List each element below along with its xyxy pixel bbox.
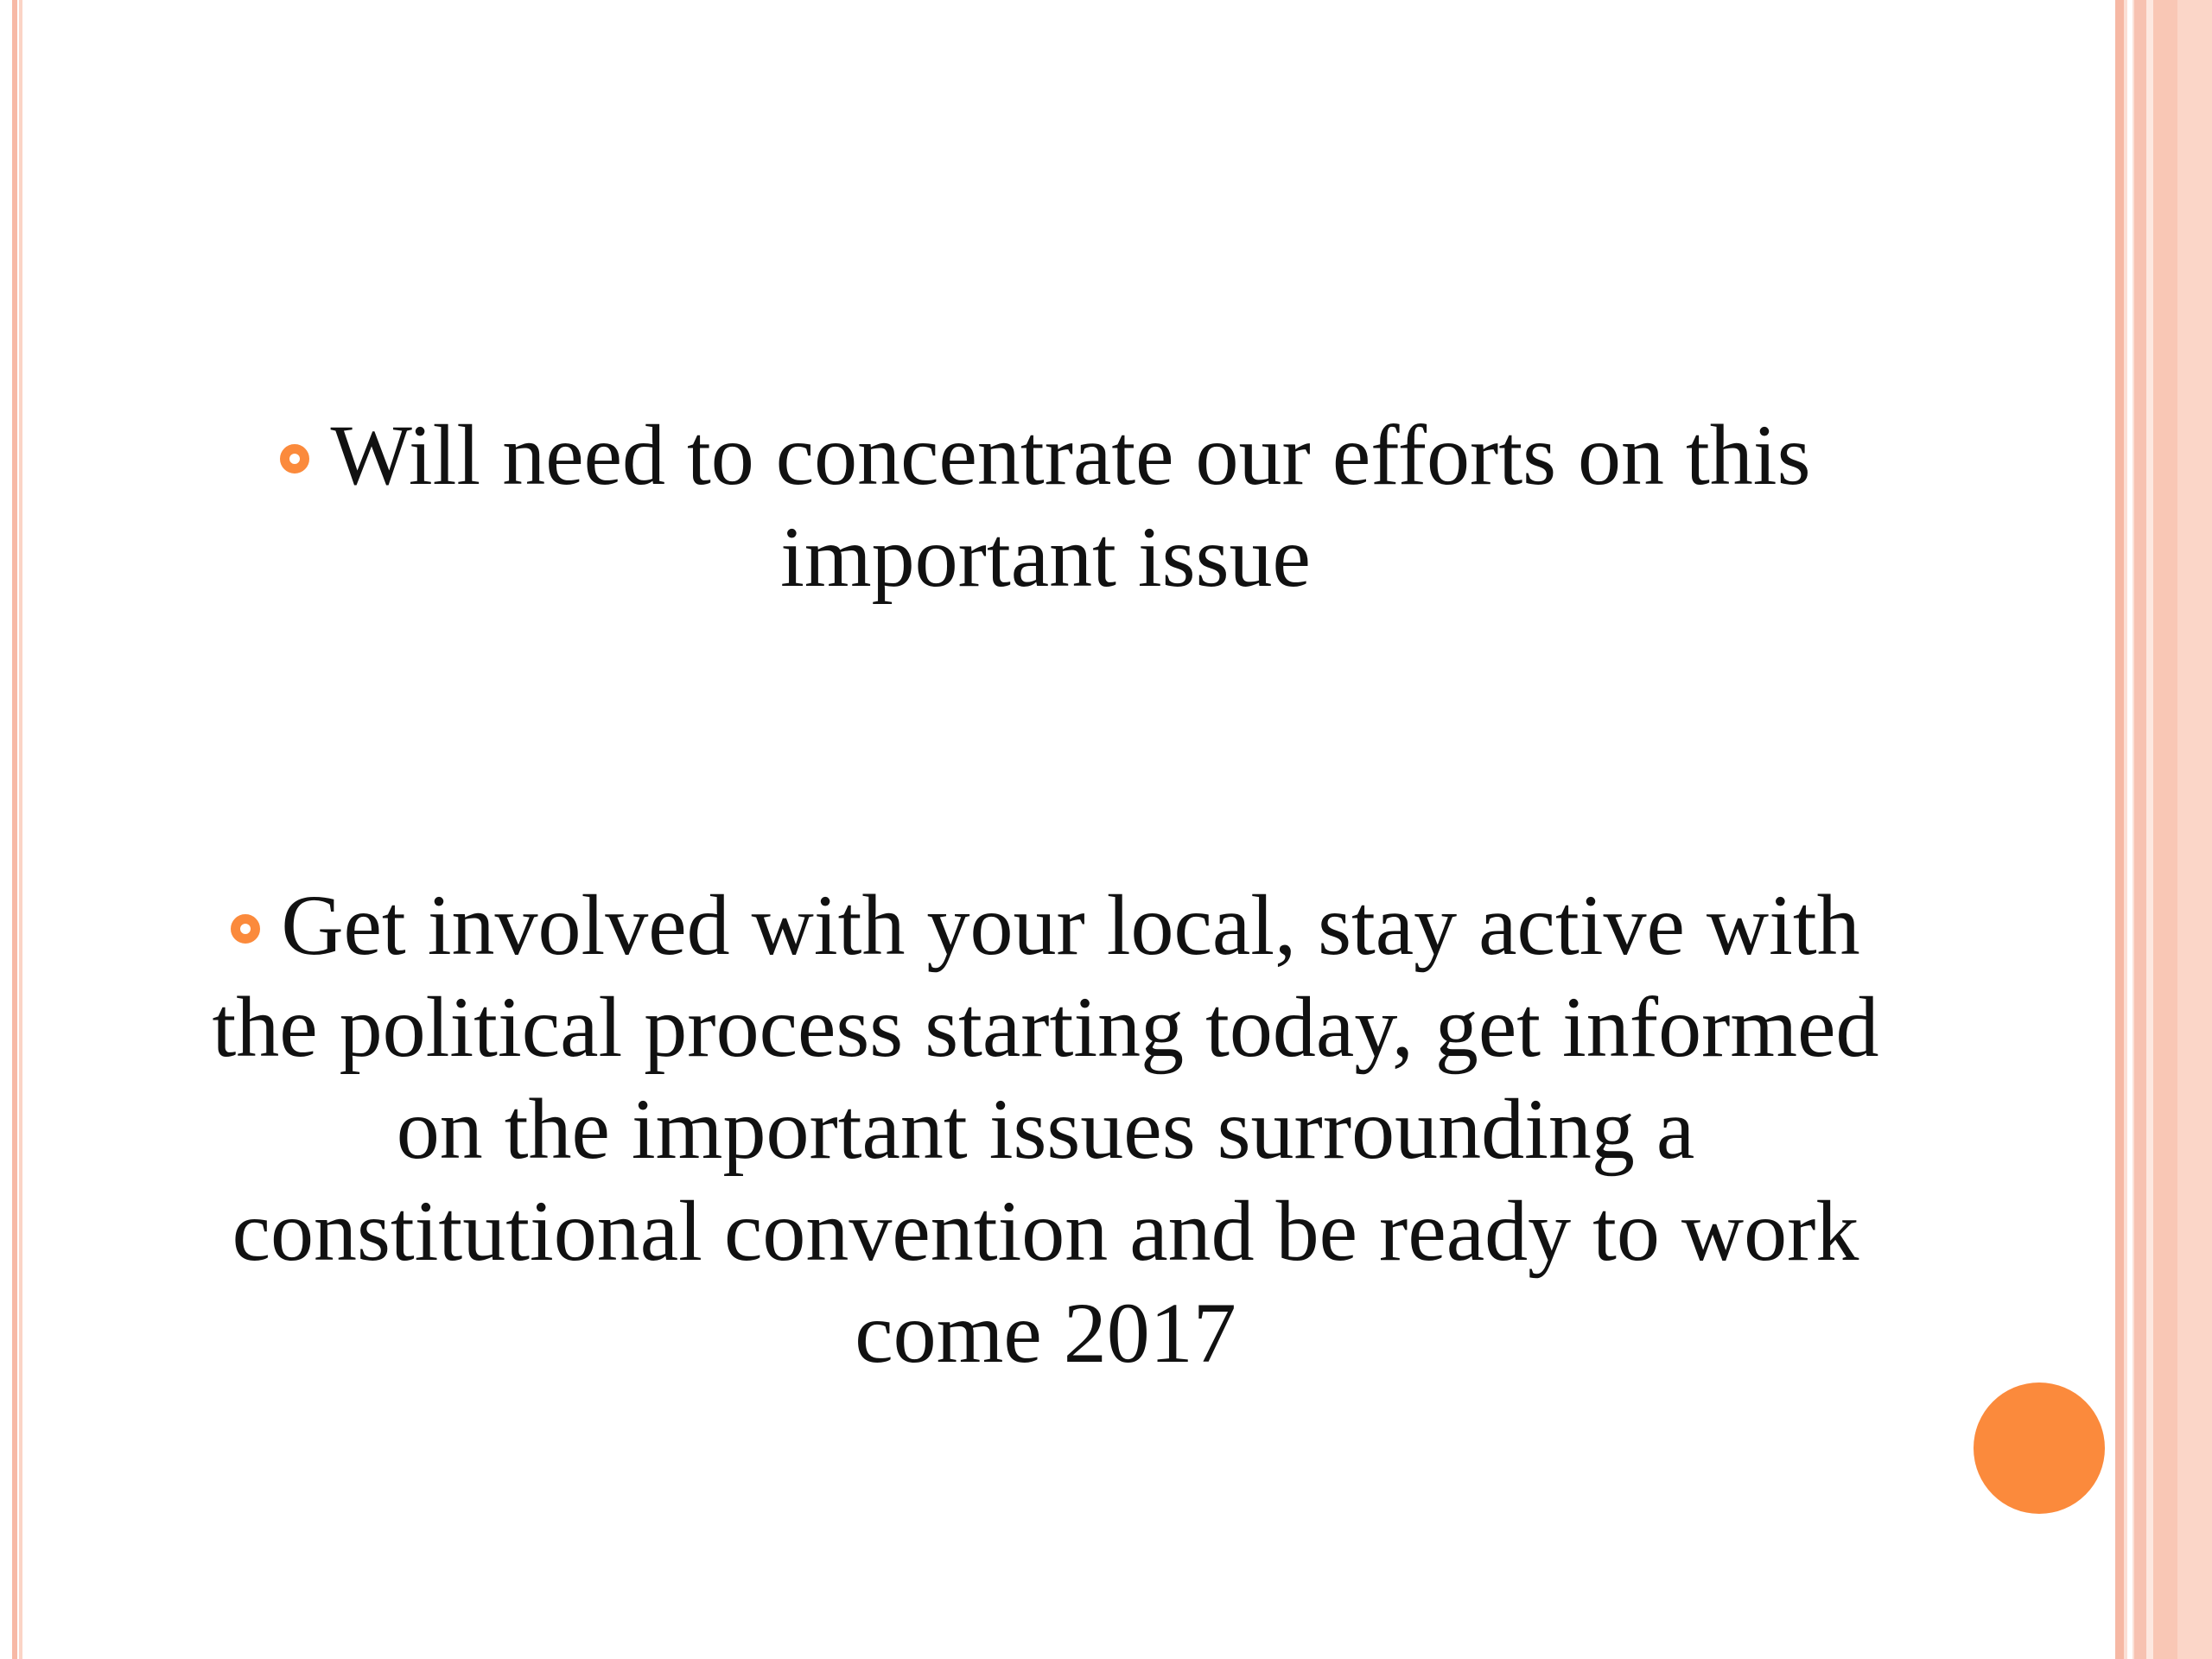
right-border-stripe <box>2177 0 2212 1659</box>
right-border-stripe <box>2127 0 2133 1659</box>
right-border-stripe <box>2146 0 2153 1659</box>
bullet-item <box>173 404 1918 608</box>
bullet-item <box>173 874 1918 1384</box>
circle-bullet-icon <box>231 914 260 944</box>
circle-bullet-icon <box>280 444 309 474</box>
bullet-text: Will need to concentrate our efforts on this important issue <box>330 407 1811 605</box>
bullet-text: Get involved with your local, stay active with the political process starting today, get informed on the important issues surrounding a constitutional convention and be ready to work come 2017 <box>212 877 1879 1381</box>
right-border-stripe <box>2153 0 2177 1659</box>
right-border-stripe <box>2115 0 2124 1659</box>
left-border-stripe <box>12 0 17 1659</box>
right-border-stripe <box>2134 0 2146 1659</box>
decorative-dot <box>1974 1382 2105 1514</box>
left-border-stripe <box>19 0 22 1659</box>
